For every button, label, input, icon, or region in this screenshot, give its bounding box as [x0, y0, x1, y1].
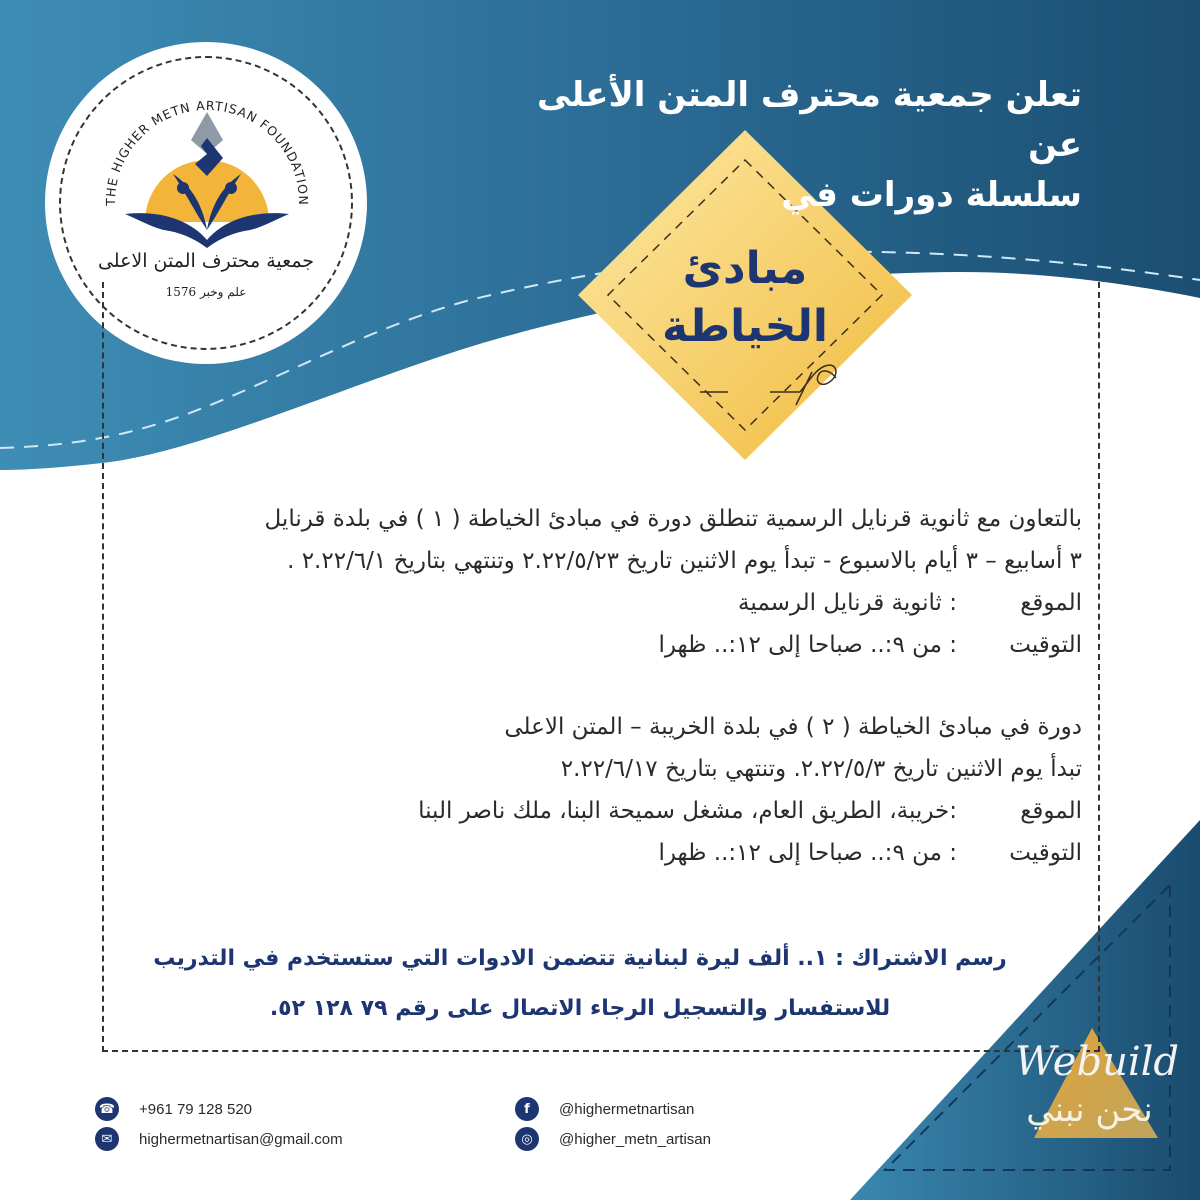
- webuild-logo-arabic: نحن نبني: [1026, 1090, 1153, 1130]
- course-1-time-row: [122, 624, 1082, 666]
- fee-line: رسم الاشتراك : ١.. ألف ليرة لبنانية تتضمن الادوات التي ستستخدم في التدريب: [153, 946, 1007, 971]
- headline-line-2: سلسلة دورات في: [781, 175, 1082, 215]
- inquiry-line: للاستفسار والتسجيل الرجاء الاتصال على رقم ٧٩ ١٢٨ ٥٢.: [269, 996, 891, 1021]
- phone-icon: ☎: [95, 1097, 119, 1121]
- contact-phone[interactable]: [95, 1097, 252, 1121]
- location-label: الموقع: [1020, 798, 1082, 824]
- course-1-intro: بالتعاون مع ثانوية قرنايل الرسمية تنطلق دورة في مبادئ الخياطة ( ١ ) في بلدة قرنايل: [264, 506, 1082, 532]
- phone-number[interactable]: +961 79 128 520: [139, 1100, 253, 1118]
- course-1-location-row: [122, 582, 1082, 624]
- logo-motto: علم وخبر 1576: [165, 285, 247, 299]
- instagram-handle[interactable]: @higher_metn_artisan: [559, 1130, 711, 1148]
- course-2-section: [122, 706, 1082, 874]
- headline-line-1: تعلن جمعية محترف المتن الأعلى عن: [536, 75, 1082, 165]
- location-value: :خريبة، الطريق العام، مشغل سميحة البنا، ملك ناصر البنا: [418, 798, 957, 824]
- facebook-icon: f: [515, 1097, 539, 1121]
- instagram-icon: ◎: [515, 1127, 539, 1151]
- time-value: : من ٩:.. صباحا إلى ١٢:.. ظهرا: [658, 840, 957, 866]
- time-label: التوقيت: [1009, 840, 1082, 866]
- email-address[interactable]: highermetnartisan@gmail.com: [139, 1130, 343, 1148]
- contact-facebook[interactable]: [515, 1097, 694, 1121]
- location-label: الموقع: [1020, 590, 1082, 616]
- time-label: التوقيت: [1009, 632, 1082, 658]
- contact-email[interactable]: [95, 1127, 343, 1151]
- headline: [482, 70, 1082, 220]
- course-1-schedule: ٣ أسابيع – ٣ أيام بالاسبوع - تبدأ يوم الاثنين تاريخ ٢.٢٢/٥/٢٣ وتنتهي بتاريخ ٢.٢٢/٦/١ .: [287, 548, 1082, 574]
- course-2-intro: دورة في مبادئ الخياطة ( ٢ ) في بلدة الخريبة – المتن الاعلى: [504, 714, 1082, 740]
- webuild-logo-text: Webuild: [1014, 1039, 1180, 1085]
- svg-text:THE HIGHER METN ARTISAN FOUNDA: THE HIGHER METN ARTISAN FOUNDATION: [102, 97, 312, 206]
- badge-line-2: الخياطة: [662, 301, 828, 352]
- course-2-time-row: [122, 832, 1082, 874]
- badge-line-1: مبادئ: [682, 243, 808, 294]
- fee-info: [140, 934, 1020, 1034]
- course-1-section: [122, 498, 1082, 666]
- logo-arabic-name: جمعية محترف المتن الاعلى: [97, 250, 315, 272]
- facebook-handle[interactable]: @highermetnartisan: [559, 1100, 695, 1118]
- time-value: : من ٩:.. صباحا إلى ١٢:.. ظهرا: [658, 632, 957, 658]
- course-2-schedule: تبدأ يوم الاثنين تاريخ ٢.٢٢/٥/٣. وتنتهي بتاريخ ٢.٢٢/٦/١٧: [560, 756, 1082, 782]
- course-2-location-row: [122, 790, 1082, 832]
- location-value: : ثانوية قرنايل الرسمية: [738, 590, 957, 616]
- contact-instagram[interactable]: [515, 1127, 711, 1151]
- email-icon: ✉: [95, 1127, 119, 1151]
